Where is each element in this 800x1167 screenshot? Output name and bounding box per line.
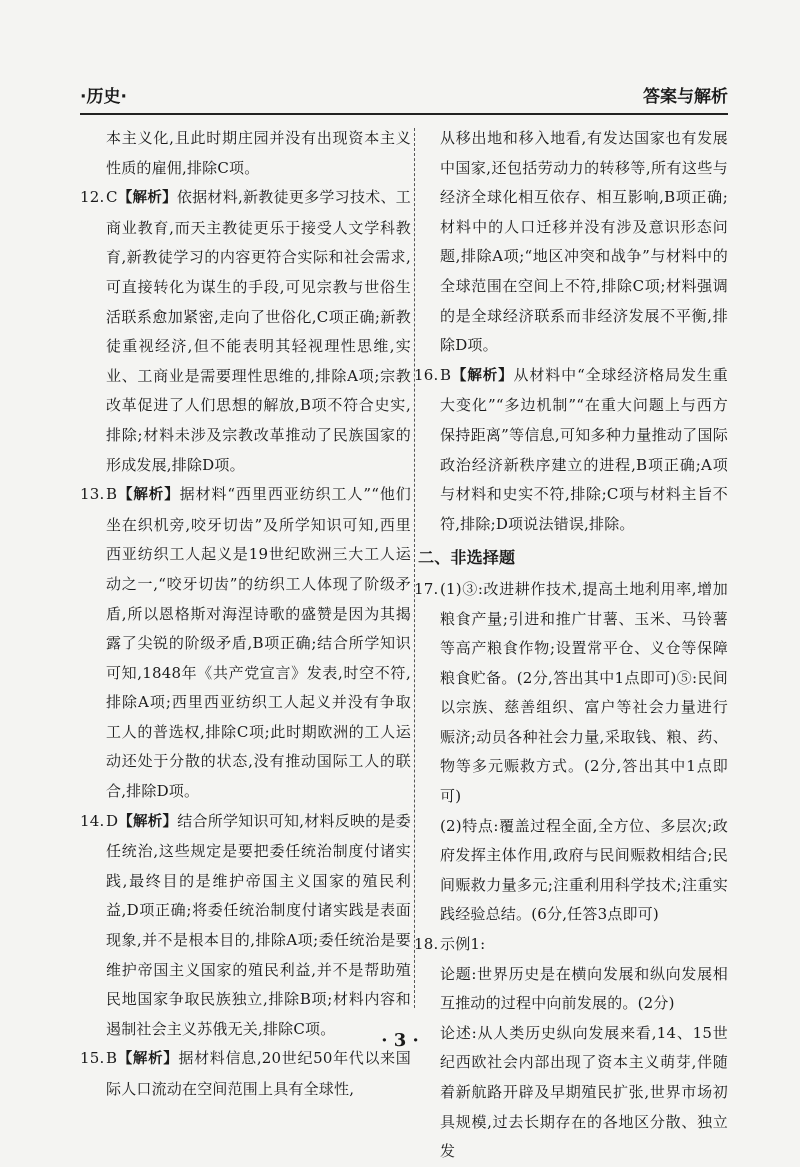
answer-17: [414, 575, 728, 930]
right-column: [414, 124, 728, 1167]
continued-paragraph: 从移出地和移入地看,有发达国家也有发展中国家,还包括劳动力的转移等,所有这些与经济全球化相互依存、相互影响,B项正确;材料中的人口迁移并没有涉及意识形态问题,排除A项;“地区冲突和战争”与材料中的全球范围在空间上不符,排除C项;材料强调的是全球经济联系而非经济发展不平衡,排除D项。: [440, 129, 728, 355]
answer-part-2: (2)特点:覆盖过程全面,全方位、多层次;政府发挥主体作用,政府与民间赈救相结合;民间赈救力量多元;注重利用科学技术;注重实践经验总结。(6分,任答3点即可): [440, 816, 728, 924]
answer-12: [80, 183, 411, 480]
analysis-tag: 【解析】: [117, 1051, 179, 1068]
answer-16: [414, 361, 728, 540]
column-divider: [414, 128, 415, 1008]
left-column: [80, 124, 411, 1105]
subject-label: ·历史·: [80, 87, 127, 107]
answer-letter: D: [106, 811, 119, 830]
analysis-tag: 【解析】: [451, 367, 514, 384]
analysis-text: 据材料信息,20世纪50年代以来国际人口流动在空间范围上具有全球性,: [106, 1049, 411, 1098]
page-number: · 3 ·: [381, 1030, 419, 1051]
analysis-tag: 【解析】: [118, 813, 178, 830]
answer-letter: B: [440, 365, 452, 384]
thesis-text: 论题:世界历史是在横向发展和纵向发展相互推动的过程中向前发展的。(2分): [440, 964, 728, 1013]
answer-letter: C: [106, 188, 118, 207]
answer-letter: B: [106, 1049, 118, 1068]
analysis-text: 从材料中“全球经济格局发生重大变化”“多边机制”“在重大问题上与西方保持距离”等信息,可知多种力量推动了国际政治经济新秩序建立的进程,B项正确;A项与材料和史实不符,排除;C项与材料主旨不符,排除;D项说法错误,排除。: [440, 365, 728, 533]
question-number: 15.: [80, 1049, 105, 1068]
question-number: 14.: [80, 811, 105, 830]
answer-13: [80, 480, 411, 807]
section-heading: 二、非选择题: [418, 548, 516, 568]
analysis-tag: 【解析】: [117, 190, 177, 207]
answer-letter: B: [106, 485, 118, 504]
question-number: 13.: [80, 485, 105, 504]
analysis-text: 依据材料,新教徒更多学习技术、工商业教育,而天主教徒更乐于接受人文学科教育,新教徒学习的内容更符合实际和社会需求,可直接转化为谋生的手段,可见宗教与世俗生活联系愈加紧密,走向了世俗化,C项正确;新教徒重视经济,但不能表明其轻视理性思维,实业、工商业是需要理性思维的,排除A项;宗教改革促进了人们思想的解放,B项不符合史实,排除;材料未涉及宗教改革推动了民族国家的形成发展,排除D项。: [106, 188, 411, 474]
analysis-text: 据材料“西里西亚纺织工人”“他们坐在织机旁,咬牙切齿”及所学知识可知,西里西亚纺织工人起义是19世纪欧洲三大工人运动之一,“咬牙切齿”的纺织工人体现了阶级矛盾,所以恩格斯对海涅诗歌的盛赞是因为其揭露了尖锐的阶级矛盾,B项正确;结合所学知识可知,1848年《共产党宣言》发表,时空不符,排除A项;西里西亚纺织工人起义并没有争取工人的普选权,排除C项;此时期欧洲的工人运动还处于分散的状态,没有推动国际工人的联合,排除D项。: [106, 485, 411, 801]
question-number: 17.: [414, 579, 439, 598]
section-label: 答案与解析: [643, 87, 728, 107]
continued-text-right: [440, 124, 728, 361]
question-number: 18.: [414, 935, 439, 954]
analysis-text: 结合所学知识可知,材料反映的是委任统治,这些规定是要把委任统治制度付诸实践,最终目的是维护帝国主义国家的殖民利益,D项正确;将委任统治制度付诸实践是表面现象,并不是根本目的,排除A项;委任统治是要维护帝国主义国家的殖民利益,并不是帮助殖民地国家争取民族独立,排除B项;材料内容和遏制社会主义苏俄无关,排除C项。: [106, 811, 411, 1038]
answer-part-1: (1)③:改进耕作技术,提高土地利用率,增加粮食产量;引进和推广甘薯、玉米、马铃薯等高产粮食作物;设置常平仓、义仓等保障粮食贮备。(2分,答出其中1点即可)⑤:民间以宗族、慈善组织、富户等社会力量进行赈济;动员各种社会力量,采取钱、粮、药、物等多元赈救方式。(2分,答出其中1点即可): [440, 579, 728, 806]
header-rule: [80, 113, 728, 115]
analysis-tag: 【解析】: [117, 487, 180, 504]
answer-14: [80, 807, 411, 1045]
argument-text: 论述:从人类历史纵向发展来看,14、15世纪西欧社会内部出现了资本主义萌芽,伴随着新航路开辟及早期殖民扩张,世界市场初具规模,过去长期存在的各地区分散、独立发: [440, 1023, 728, 1161]
answer-15: [80, 1044, 411, 1104]
continued-text-left: [106, 124, 411, 183]
continued-paragraph: 本主义化,且此时期庄园并没有出现资本主义性质的雇佣,排除C项。: [106, 129, 411, 177]
question-number: 16.: [414, 365, 439, 384]
page-header: [80, 78, 728, 114]
question-number: 12.: [80, 188, 105, 207]
example-title: 示例1:: [440, 935, 486, 954]
